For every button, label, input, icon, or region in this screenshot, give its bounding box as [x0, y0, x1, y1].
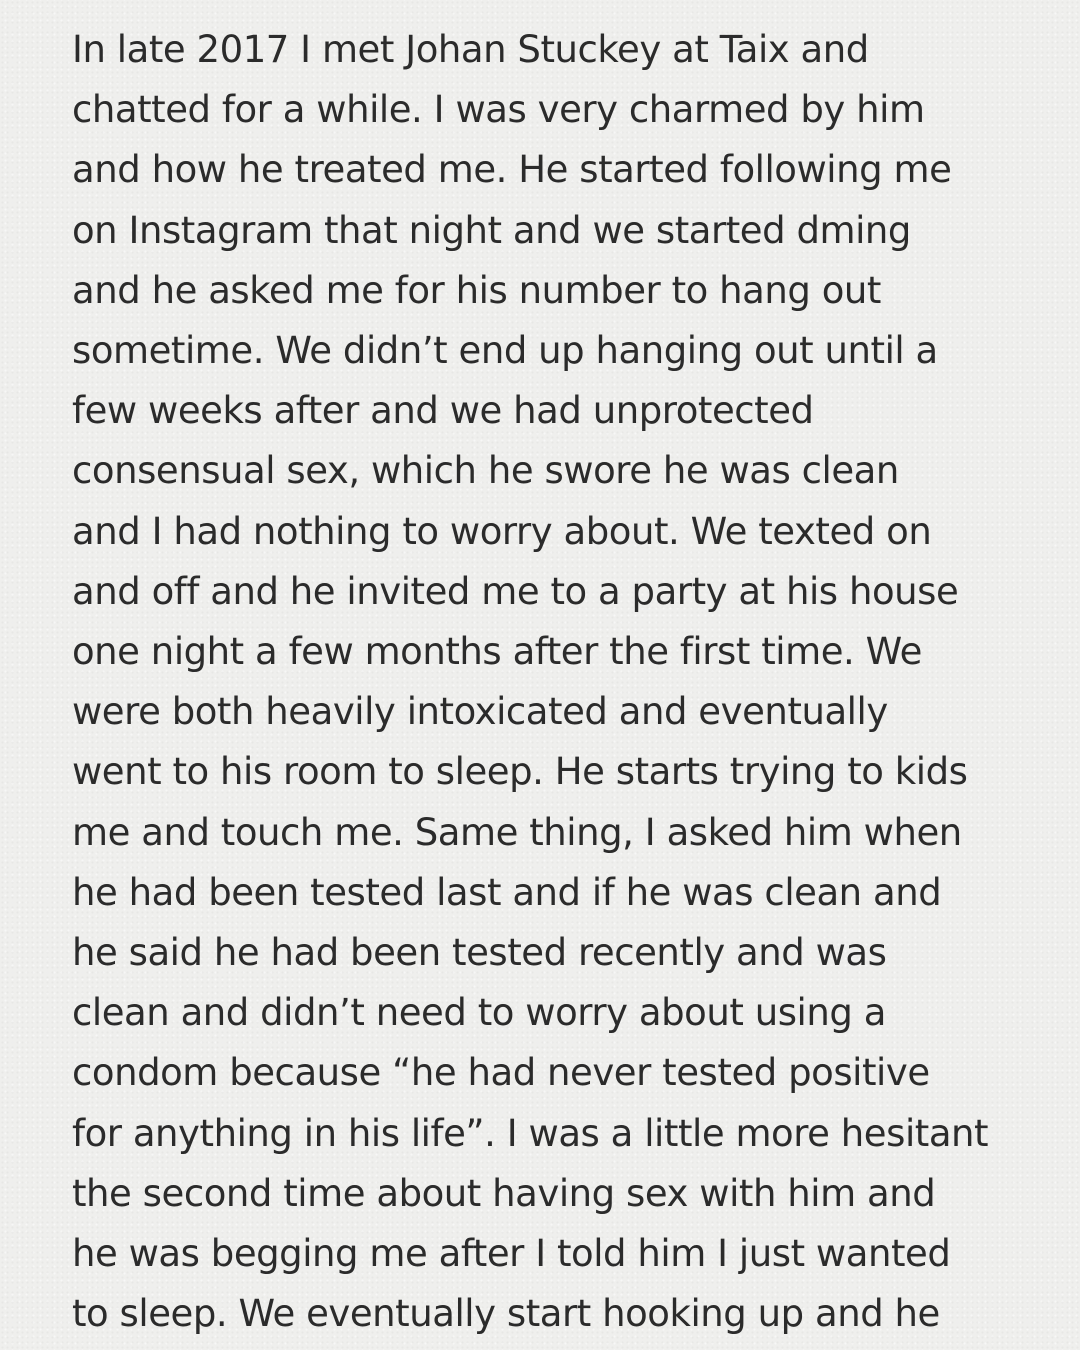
note-line-18: condom because “he had never tested positive — [72, 1051, 930, 1095]
note-line-19: for anything in his life”. I was a little more hesitant — [72, 1111, 989, 1155]
note-line-6: sometime. We didn’t end up hanging out until a — [72, 329, 938, 373]
note-body — [72, 20, 1062, 1344]
note-line-17: clean and didn’t need to worry about using a — [72, 991, 886, 1035]
note-line-11: one night a few months after the first time. We — [72, 630, 922, 674]
note-line-13: went to his room to sleep. He starts trying to kids — [72, 750, 968, 794]
note-line-3: and how he treated me. He started following me — [72, 148, 952, 192]
note-line-15: he had been tested last and if he was clean and — [72, 870, 942, 914]
note-line-4: on Instagram that night and we started dming — [72, 208, 911, 252]
note-line-21: he was begging me after I told him I just wanted — [72, 1232, 951, 1276]
note-line-22: to sleep. We eventually start hooking up and he — [72, 1292, 940, 1336]
note-line-10: and off and he invited me to a party at his house — [72, 569, 959, 613]
note-line-2: chatted for a while. I was very charmed by him — [72, 88, 925, 132]
note-line-7: few weeks after and we had unprotected — [72, 389, 814, 433]
note-line-8: consensual sex, which he swore he was clean — [72, 449, 899, 493]
note-line-5: and he asked me for his number to hang out — [72, 268, 881, 312]
note-line-20: the second time about having sex with him and — [72, 1171, 936, 1215]
note-line-14: me and touch me. Same thing, I asked him when — [72, 810, 962, 854]
note-line-16: he said he had been tested recently and was — [72, 931, 887, 975]
note-line-9: and I had nothing to worry about. We texted on — [72, 509, 932, 553]
note-line-1: In late 2017 I met Johan Stuckey at Taix and — [72, 28, 869, 71]
note-line-12: were both heavily intoxicated and eventually — [72, 690, 888, 734]
